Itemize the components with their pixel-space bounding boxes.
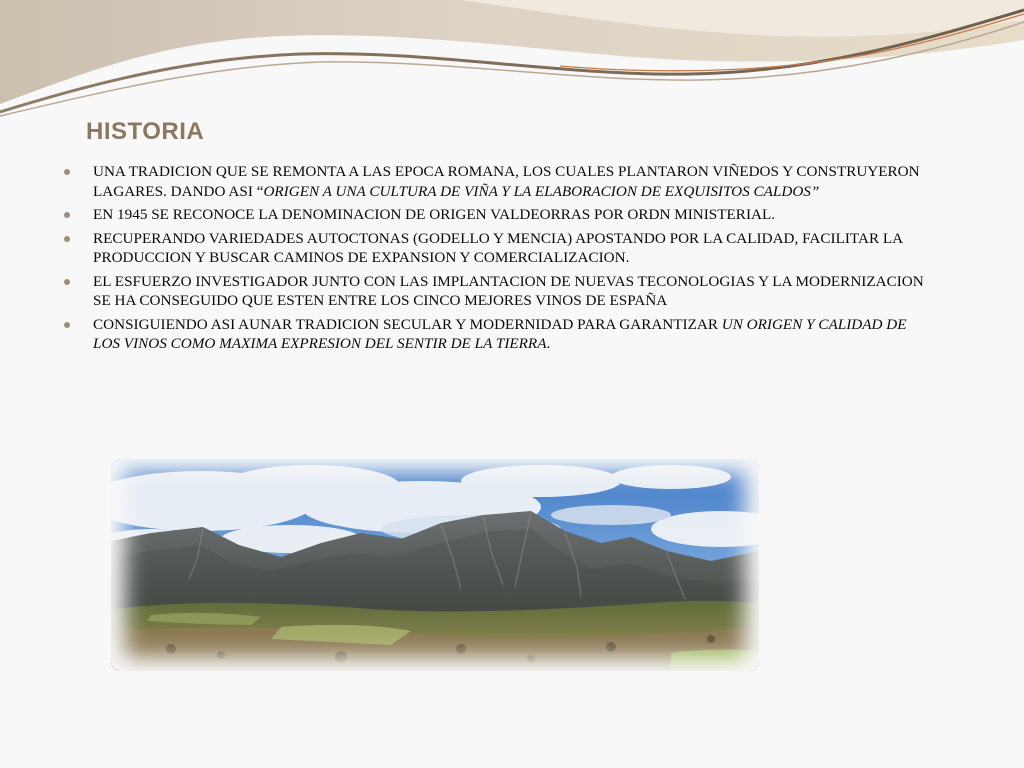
bullet-icon (64, 279, 70, 285)
bullet-italic-text: UN ORIGEN Y CALIDAD DE LOS VINOS COMO MAXIMA EXPRESION DEL SENTIR DE LA TIERRA (93, 315, 907, 352)
bullet-icon (64, 212, 70, 218)
bullet-icon (64, 322, 70, 328)
decorative-swoosh (0, 0, 1024, 130)
mountain-landscape-photo (111, 459, 759, 671)
bullet-text: EN 1945 SE RECONOCE LA DENOMINACION DE ORIGEN VALDEORRAS POR ORDN MINISTERIAL. (93, 206, 776, 223)
list-item (64, 162, 924, 201)
bullet-icon (64, 236, 70, 242)
bullet-text-end: . (546, 335, 551, 352)
list-item (64, 315, 924, 354)
list-item (64, 272, 924, 311)
bullet-text: EL ESFUERZO INVESTIGADOR JUNTO CON LAS IMPLANTACION DE NUEVAS TECONOLOGIAS Y LA MODERNIZACION SE HA CONSEGUIDO QUE ESTEN ENTRE LOS CINCO MEJORES VINOS DE ESPAÑA (93, 272, 924, 309)
slide-title: HISTORIA (86, 118, 205, 145)
list-item (64, 205, 924, 225)
list-item (64, 229, 924, 268)
bullet-icon (64, 169, 70, 175)
bullet-text: RECUPERANDO VARIEDADES AUTOCTONAS (GODELLO Y MENCIA) APOSTANDO POR LA CALIDAD, FACILITAR LA PRODUCCION Y BUSCAR CAMINOS DE EXPANSION Y COMERCIALIZACION. (93, 229, 903, 266)
bullet-italic-text: ORIGEN A UNA CULTURA DE VIÑA Y LA ELABORACION DE EXQUISITOS CALDOS” (263, 182, 820, 200)
bullet-text: UNA TRADICION QUE SE REMONTA A LAS EPOCA ROMANA, LOS CUALES PLANTARON VIÑEDOS Y CONSTRUYERON LAGARES. DANDO ASI “ (93, 163, 920, 200)
bullet-text: CONSIGUIENDO ASI AUNAR TRADICION SECULAR Y MODERNIDAD PARA GARANTIZAR (93, 315, 722, 333)
bullet-list (64, 162, 924, 358)
